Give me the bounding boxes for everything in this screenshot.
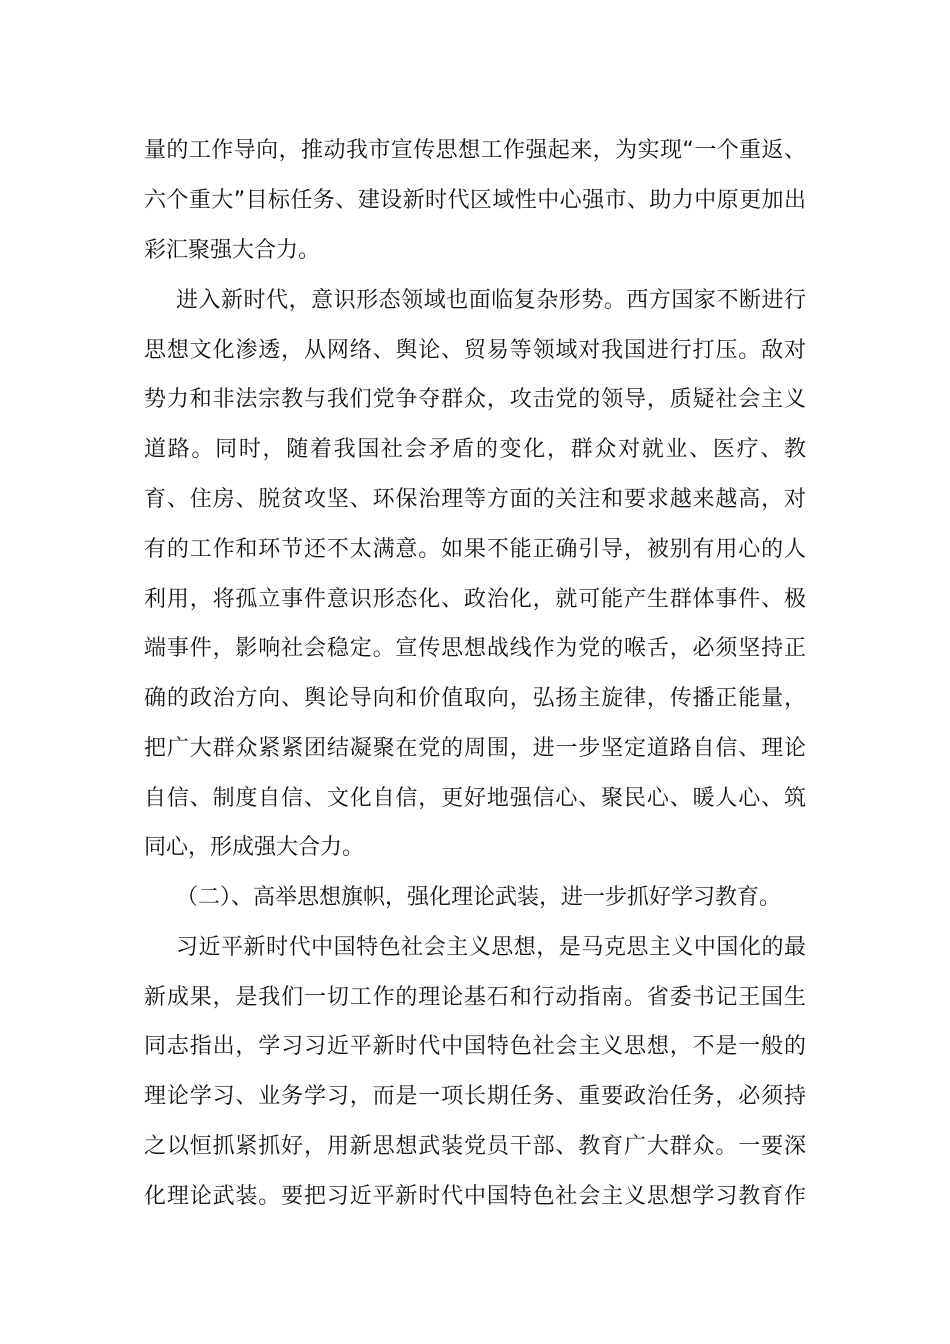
text-line: 同志指出，学习习近平新时代中国特色社会主义思想，不是一般的 (144, 1034, 806, 1059)
text-line: 自信、制度自信、文化自信，更好地强信心、聚民心、暖人心、筑 (144, 786, 806, 811)
text-line: 同心，形成强大合力。 (144, 835, 365, 860)
paragraph-first-line: 习近平新时代中国特色社会主义思想，是马克思主义中国化的最 (176, 935, 806, 960)
text-line: 之以恒抓紧抓好，用新思想武装党员干部、教育广大群众。一要深 (144, 1134, 806, 1159)
text-line: 势力和非法宗教与我们党争夺群众，攻击党的领导，质疑社会主义 (144, 387, 806, 412)
text-line: 新成果，是我们一切工作的理论基石和行动指南。省委书记王国生 (144, 985, 806, 1010)
text-line: 确的政治方向、舆论导向和价值取向，弘扬主旋律，传播正能量， (144, 686, 806, 711)
text-line: 思想文化渗透，从网络、舆论、贸易等领域对我国进行打压。敌对 (144, 338, 806, 363)
paragraph-first-line: 进入新时代，意识形态领域也面临复杂形势。西方国家不断进行 (176, 288, 806, 313)
text-line: 利用，将孤立事件意识形态化、政治化，就可能产生群体事件、极 (144, 587, 806, 612)
text-line: 量的工作导向，推动我市宣传思想工作强起来，为实现“一个重返、 (144, 138, 806, 163)
text-line: 彩汇聚强大合力。 (144, 238, 321, 263)
section-heading: （二）、高举思想旗帜，强化理论武装，进一步抓好学习教育。 (176, 885, 782, 910)
text-line: 化理论武装。要把习近平新时代中国特色社会主义思想学习教育作 (144, 1184, 806, 1209)
text-line: 有的工作和环节还不太满意。如果不能正确引导，被别有用心的人 (144, 537, 806, 562)
text-line: 理论学习、业务学习，而是一项长期任务、重要政治任务，必须持 (144, 1084, 806, 1109)
text-line: 端事件，影响社会稳定。宣传思想战线作为党的喉舌，必须坚持正 (144, 636, 806, 661)
text-line: 六个重大”目标任务、建设新时代区域性中心强市、助力中原更加出 (144, 188, 806, 213)
text-line: 育、住房、脱贫攻坚、环保治理等方面的关注和要求越来越高，对 (144, 487, 806, 512)
text-line: 把广大群众紧紧团结凝聚在党的周围，进一步坚定道路自信、理论 (144, 736, 806, 761)
text-line: 道路。同时，随着我国社会矛盾的变化，群众对就业、医疗、教 (144, 437, 806, 462)
